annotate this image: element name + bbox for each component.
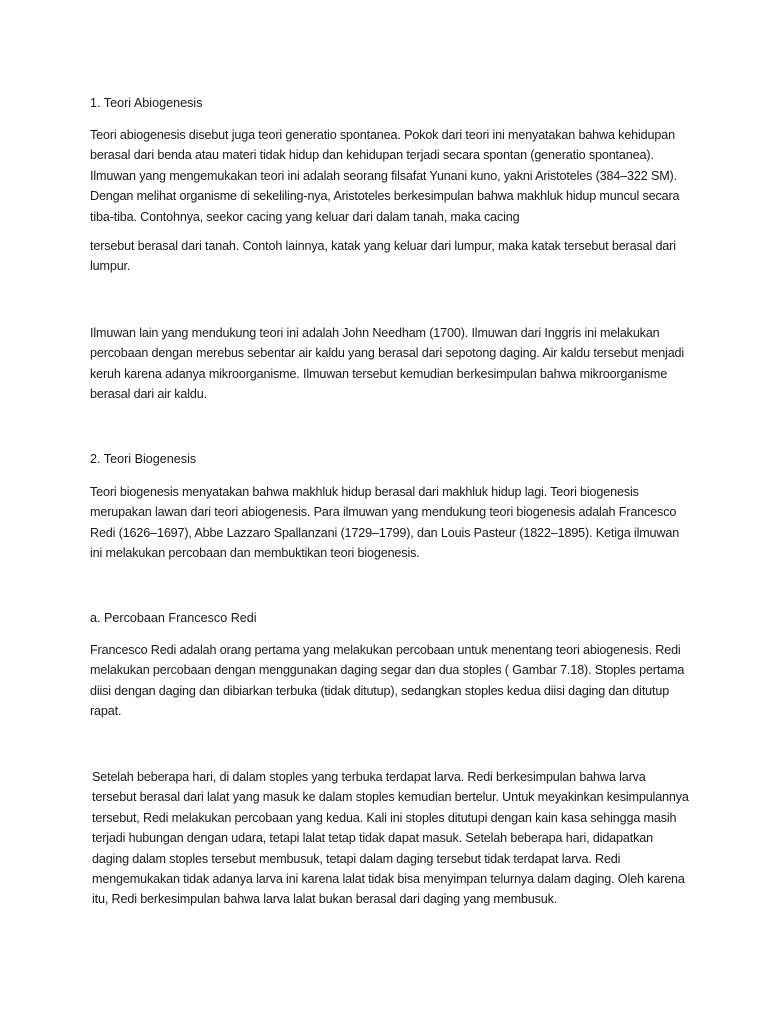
heading-redi-experiment: a. Percobaan Francesco Redi bbox=[90, 611, 257, 625]
paragraph-abiogenesis-definition: Teori abiogenesis disebut juga teori generatio spontanea. Pokok dari teori ini menyatakan bahwa kehidupan berasal dari benda atau materi tidak hidup dan kehidupan terjadi secara spontan (generatio spontanea). Ilmuwan yang mengemukakan teori ini adalah seorang filsafat Yunani kuno, yakni Aristoteles (384–322 SM). Dengan melihat organisme di sekeliling-nya, Aristoteles berkesimpulan bahwa makhluk hidup muncul secara tiba-tiba. Contohnya, seekor cacing yang keluar dari dalam tanah, maka cacing bbox=[90, 128, 680, 224]
paragraph-redi-experiment-results: Setelah beberapa hari, di dalam stoples yang terbuka terdapat larva. Redi berkesimpulan bahwa larva tersebut berasal dari lalat yang masuk ke dalam stoples kemudian bertelur. Untuk meyakinkan kesimpulannya tersebut, Redi melakukan percobaan yang kedua. Kali ini stoples ditutupi dengan kain kasa sehingga masih terjadi hubungan dengan udara, tetapi lalat tetap tidak dapat masuk. Setelah beberapa hari, didapatkan daging dalam stoples tersebut membusuk, tetapi dalam daging tersebut tidak terdapat larva. Redi mengemukakan tidak adanya larva ini karena lalat tidak bisa menyimpan telurnya dalam daging. Oleh karena itu, Redi berkesimpulan bahwa larva lalat bukan berasal dari daging yang membusuk. bbox=[92, 770, 689, 907]
heading-abiogenesis: 1. Teori Abiogenesis bbox=[90, 96, 203, 110]
paragraph-biogenesis-definition: Teori biogenesis menyatakan bahwa makhluk hidup berasal dari makhluk hidup lagi. Teori biogenesis merupakan lawan dari teori abiogenesis. Para ilmuwan yang mendukung teori biogenesis adalah Francesco Redi (1626–1697), Abbe Lazzaro Spallanzani (1729–1799), dan Louis Pasteur (1822–1895). Ketiga ilmuwan ini melakukan percobaan dan membuktikan teori biogenesis. bbox=[90, 485, 680, 561]
paragraph-abiogenesis-continued: tersebut berasal dari tanah. Contoh lainnya, katak yang keluar dari lumpur, maka katak tersebut berasal dari lumpur. bbox=[90, 239, 676, 274]
paragraph-redi-experiment-setup: Francesco Redi adalah orang pertama yang melakukan percobaan untuk menentang teori abiogenesis. Redi melakukan percobaan dengan menggunakan daging segar dan dua stoples ( Gambar 7.18). Stoples pertama diisi dengan daging dan dibiarkan terbuka (tidak ditutup), sedangkan stoples kedua diisi daging dan ditutup rapat. bbox=[90, 643, 685, 719]
heading-biogenesis: 2. Teori Biogenesis bbox=[90, 452, 197, 466]
paragraph-john-needham: Ilmuwan lain yang mendukung teori ini adalah John Needham (1700). Ilmuwan dari Inggris ini melakukan percobaan dengan merebus sebentar air kaldu yang berasal dari sepotong daging. Air kaldu tersebut menjadi keruh karena adanya mikroorganisme. Ilmuwan tersebut kemudian berkesimpulan bahwa mikroorganisme berasal dari air kaldu. bbox=[90, 326, 685, 402]
